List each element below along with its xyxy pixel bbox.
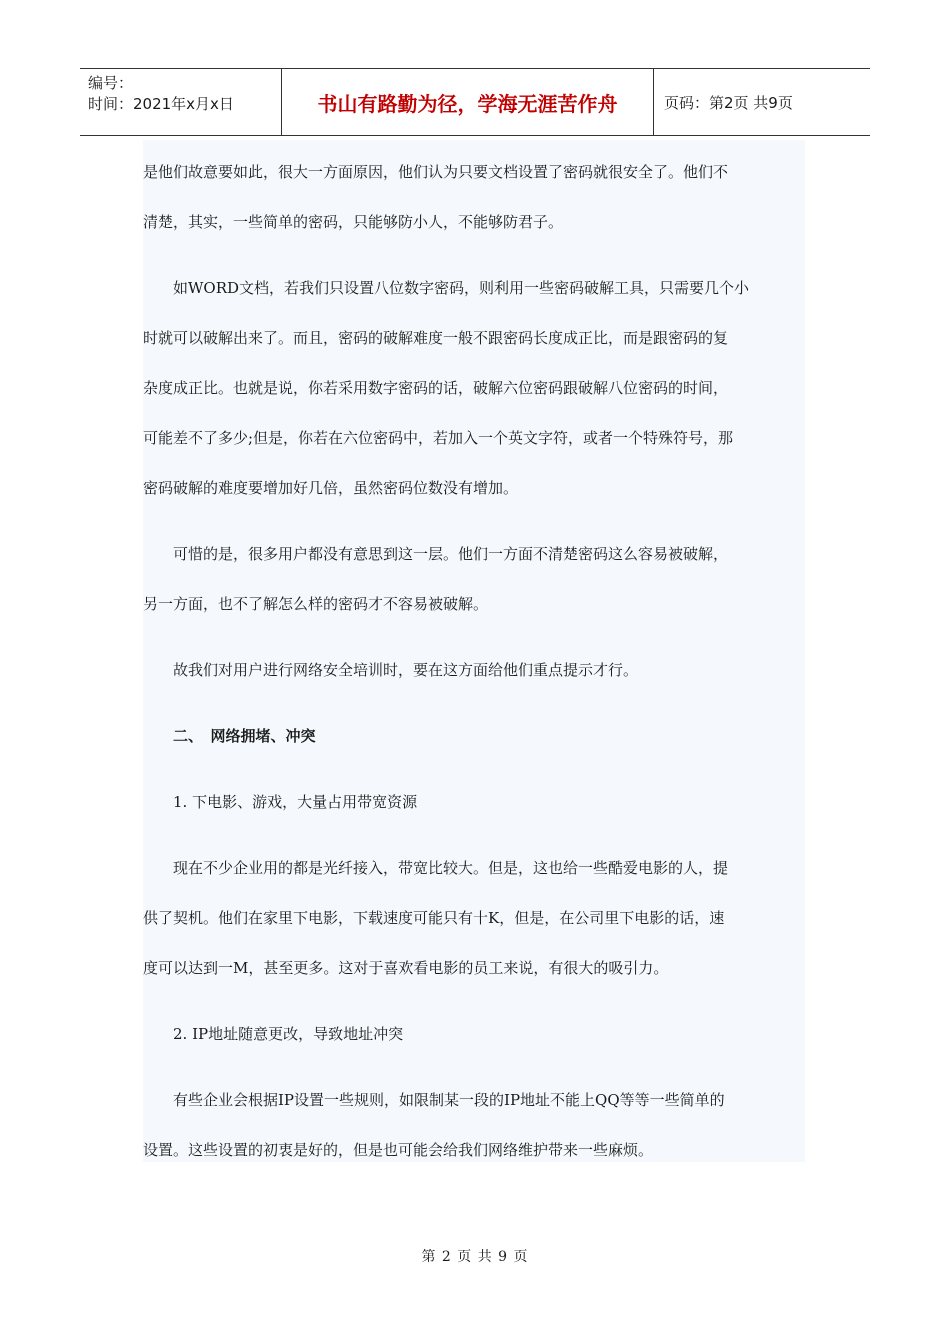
body-line: 可惜的是，很多用户都没有意思到这一层。他们一方面不清楚密码这么容易被破解， [143,545,729,563]
document-body [143,140,805,1162]
section-heading: 二、 网络拥堵、冲突 [143,727,316,745]
body-line: 时就可以破解出来了。而且，密码的破解难度一般不跟密码长度成正比，而是跟密码的复 [143,329,729,347]
document-number-label: 编号： [88,74,134,92]
body-line: 另一方面，也不了解怎么样的密码才不容易被破解。 [143,595,489,613]
header-motto: 书山有路勤为径，学海无涯苦作舟 [282,69,654,135]
page-footer: 第 2 页 共 9 页 [421,1249,529,1265]
body-line: 如WORD文档，若我们只设置八位数字密码，则利用一些密码破解工具，只需要几个小 [143,279,750,297]
subsection-heading: 2. IP地址随意更改，导致地址冲突 [143,1025,404,1043]
body-line: 杂度成正比。也就是说，你若采用数字密码的话，破解六位密码跟破解八位密码的时间， [143,379,729,397]
body-line: 是他们故意要如此，很大一方面原因，他们认为只要文档设置了密码就很安全了。他们不 [143,163,729,181]
page-header [80,68,870,136]
header-meta [80,69,282,135]
body-line: 故我们对用户进行网络安全培训时，要在这方面给他们重点提示才行。 [143,661,639,679]
body-line: 供了契机。他们在家里下电影，下载速度可能只有十K，但是，在公司里下电影的话，速 [143,909,725,927]
body-line: 设置。这些设置的初衷是好的，但是也可能会给我们网络维护带来一些麻烦。 [143,1141,654,1159]
subsection-heading: 1. 下电影、游戏，大量占用带宽资源 [143,793,418,811]
body-line: 现在不少企业用的都是光纤接入，带宽比较大。但是，这也给一些酷爱电影的人，提 [143,859,729,877]
body-line: 有些企业会根据IP设置一些规则，如限制某一段的IP地址不能上QQ等等一些简单的 [143,1091,725,1109]
body-line: 度可以达到一M，甚至更多。这对于喜欢看电影的员工来说，有很大的吸引力。 [143,959,669,977]
body-line: 清楚，其实，一些简单的密码，只能够防小人，不能够防君子。 [143,213,564,231]
document-date: 时间：2021年x月x日 [88,95,234,113]
header-page-info: 页码：第2页 共9页 [664,93,793,112]
body-line: 密码破解的难度要增加好几倍，虽然密码位数没有增加。 [143,479,519,497]
body-line: 可能差不了多少;但是，你若在六位密码中，若加入一个英文字符，或者一个特殊符号，那 [143,429,734,447]
